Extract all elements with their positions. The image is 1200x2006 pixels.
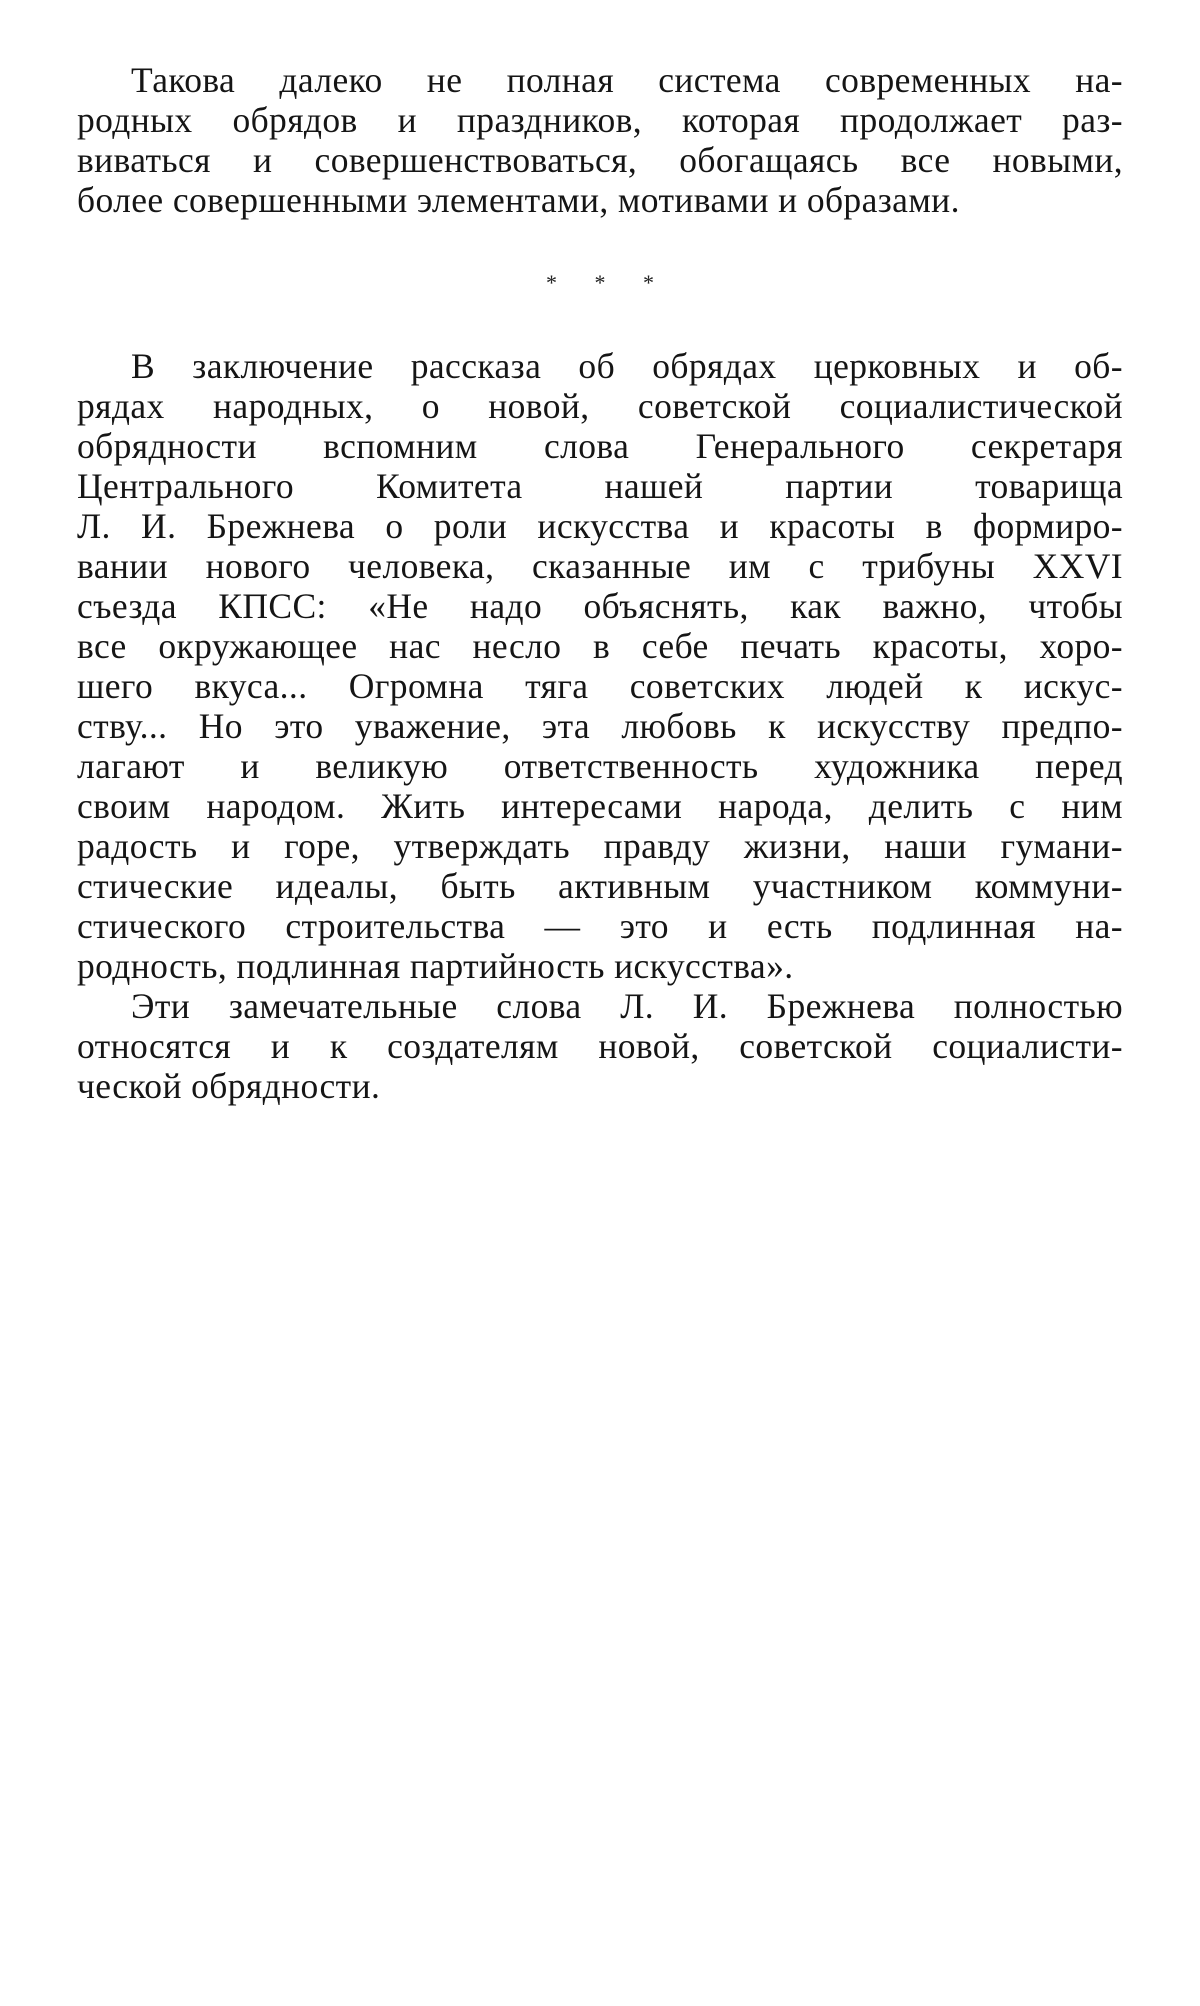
text-line: Такова далеко не полная система современных на- xyxy=(131,60,1123,100)
text-line: вании нового человека, сказанные им с трибуны XXVI xyxy=(77,546,1123,586)
text-line: ческой обрядности. xyxy=(77,1066,381,1106)
text-line: родных обрядов и праздников, которая продолжает раз- xyxy=(77,100,1123,140)
text-line: стического строительства — это и есть подлинная на- xyxy=(77,906,1123,946)
text-line: радость и горе, утверждать правду жизни, наши гумани- xyxy=(77,826,1123,866)
text-line: стические идеалы, быть активным участником коммуни- xyxy=(77,866,1123,906)
document-page xyxy=(77,60,1123,1106)
paragraph-closing-summary xyxy=(77,60,1123,220)
text-line: шего вкуса... Огромна тяга советских людей к искус- xyxy=(77,666,1123,706)
text-line: лагают и великую ответственность художника перед xyxy=(77,746,1123,786)
paragraph-conclusion xyxy=(77,346,1123,986)
text-line: Эти замечательные слова Л. И. Брежнева полностью xyxy=(131,986,1123,1026)
text-line: съезда КПСС: «Не надо объяснять, как важно, чтобы xyxy=(77,586,1123,626)
text-line: В заключение рассказа об обрядах церковных и об- xyxy=(131,346,1123,386)
text-line: более совершенными элементами, мотивами и образами. xyxy=(77,180,960,220)
text-line: виваться и совершенствоваться, обогащаясь все новыми, xyxy=(77,140,1123,180)
text-line: относятся и к создателям новой, советской социалисти- xyxy=(77,1026,1123,1066)
text-line: обрядности вспомним слова Генерального секретаря xyxy=(77,426,1123,466)
section-separator: * * * xyxy=(546,270,670,295)
paragraph-final-remark xyxy=(77,986,1123,1106)
text-line: Л. И. Брежнева о роли искусства и красоты в формиро- xyxy=(77,506,1123,546)
text-line: своим народом. Жить интересами народа, делить с ним xyxy=(77,786,1123,826)
text-line: все окружающее нас несло в себе печать красоты, хоро- xyxy=(77,626,1123,666)
text-line: рядах народных, о новой, советской социалистической xyxy=(77,386,1123,426)
text-line: ству... Но это уважение, эта любовь к искусству предпо- xyxy=(77,706,1123,746)
text-line: Центрального Комитета нашей партии товарища xyxy=(77,466,1123,506)
text-line: родность, подлинная партийность искусства». xyxy=(77,946,794,986)
